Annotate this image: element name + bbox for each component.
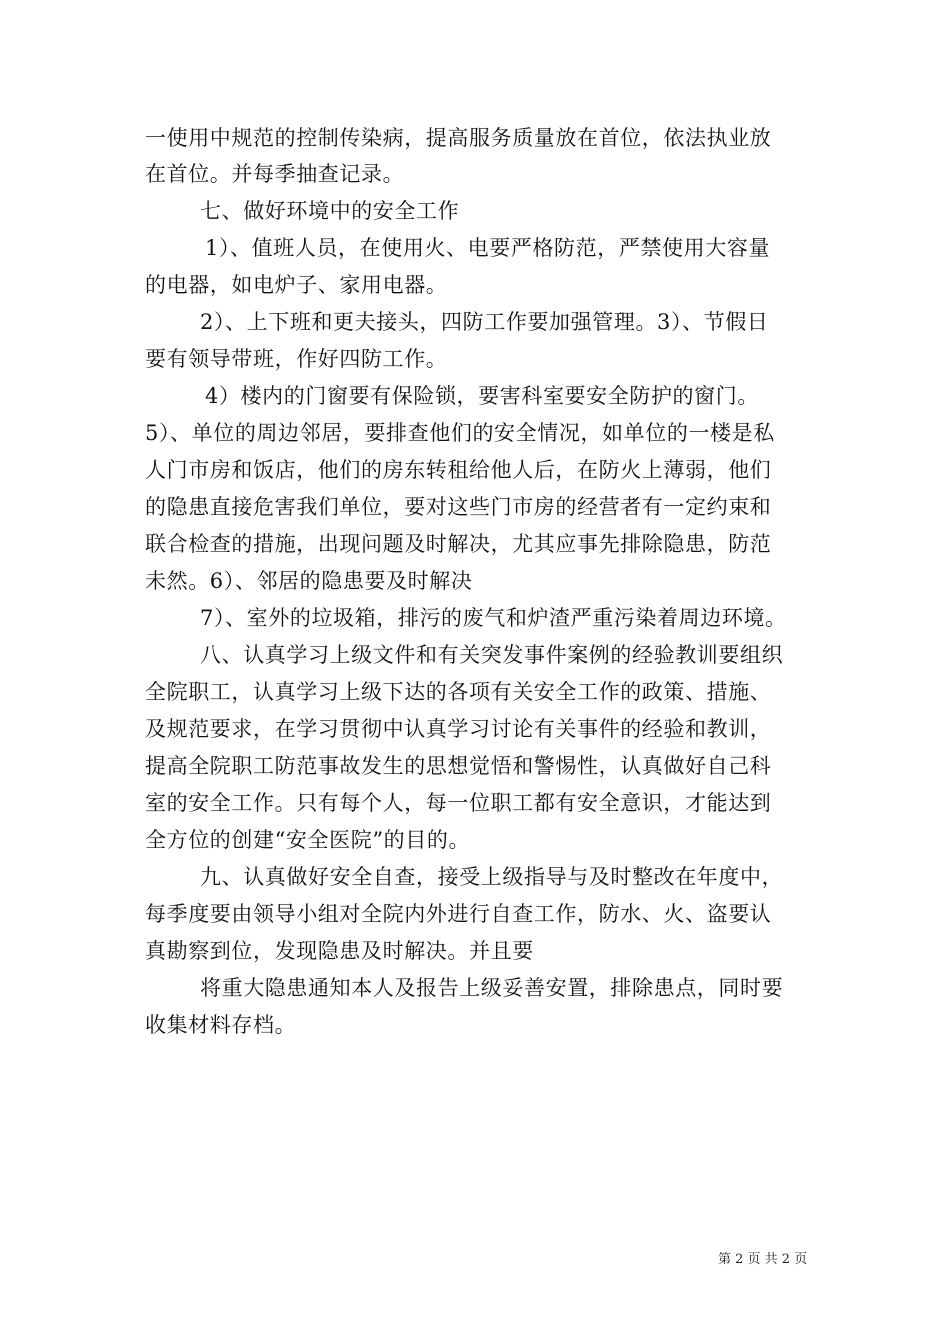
body-line: 真勘察到位，发现隐患及时解决。并且要 xyxy=(145,939,534,963)
body-line: 每季度要由领导小组对全院内外进行自查工作，防水、火、盗要认 xyxy=(145,902,772,926)
body-line: 收集材料存档。 xyxy=(145,1013,297,1037)
body-line: 7）、室外的垃圾箱，排污的废气和炉渣严重污染着周边环境。 xyxy=(200,606,787,630)
body-line: 在首位。并每季抽查记录。 xyxy=(145,162,405,186)
body-line: 联合检查的措施，出现问题及时解决，尤其应事先排除隐患，防范 xyxy=(145,532,772,556)
body-line: 全方位的创建“安全医院”的目的。 xyxy=(145,828,471,852)
body-line: 将重大隐患通知本人及报告上级妥善安置，排除患点，同时要 xyxy=(200,976,784,1000)
body-line: 一使用中规范的控制传染病，提高服务质量放在首位，依法执业放 xyxy=(145,126,772,150)
body-line: 及规范要求，在学习贯彻中认真学习讨论有关事件的经验和教训， xyxy=(145,717,772,741)
body-line: 4）楼内的门窗要有保险锁，要害科室要安全防护的窗门。 xyxy=(205,384,759,408)
body-line: 5）、单位的周边邻居，要排查他们的安全情况，如单位的一楼是私 xyxy=(145,421,775,445)
body-line: 1）、值班人员，在使用火、电要严格防范，严禁使用大容量 xyxy=(205,236,771,260)
section-heading: 九、认真做好安全自查，接受上级指导与及时整改在年度中， xyxy=(200,865,784,889)
body-line: 未然。6）、邻居的隐患要及时解决 xyxy=(145,569,473,593)
body-line: 要有领导带班，作好四防工作。 xyxy=(145,347,448,371)
body-line: 全院职工，认真学习上级下达的各项有关安全工作的政策、措施、 xyxy=(145,680,772,704)
page-number-footer: 第 2 页 共 2 页 xyxy=(718,1252,808,1267)
body-line: 2）、上下班和更夫接头，四防工作要加强管理。3）、节假日 xyxy=(200,310,769,334)
body-line: 的电器，如电炉子、家用电器。 xyxy=(145,273,448,297)
body-line: 提高全院职工防范事故发生的思想觉悟和警惕性，认真做好自己科 xyxy=(145,754,772,778)
section-heading: 七、做好环境中的安全工作 xyxy=(200,199,460,223)
body-line: 室的安全工作。只有每个人，每一位职工都有安全意识，才能达到 xyxy=(145,791,772,815)
section-heading: 八、认真学习上级文件和有关突发事件案例的经验教训要组织 xyxy=(200,643,784,667)
body-line: 的隐患直接危害我们单位，要对这些门市房的经营者有一定约束和 xyxy=(145,495,772,519)
body-line: 人门市房和饭店，他们的房东转租给他人后，在防火上薄弱，他们 xyxy=(145,458,772,482)
